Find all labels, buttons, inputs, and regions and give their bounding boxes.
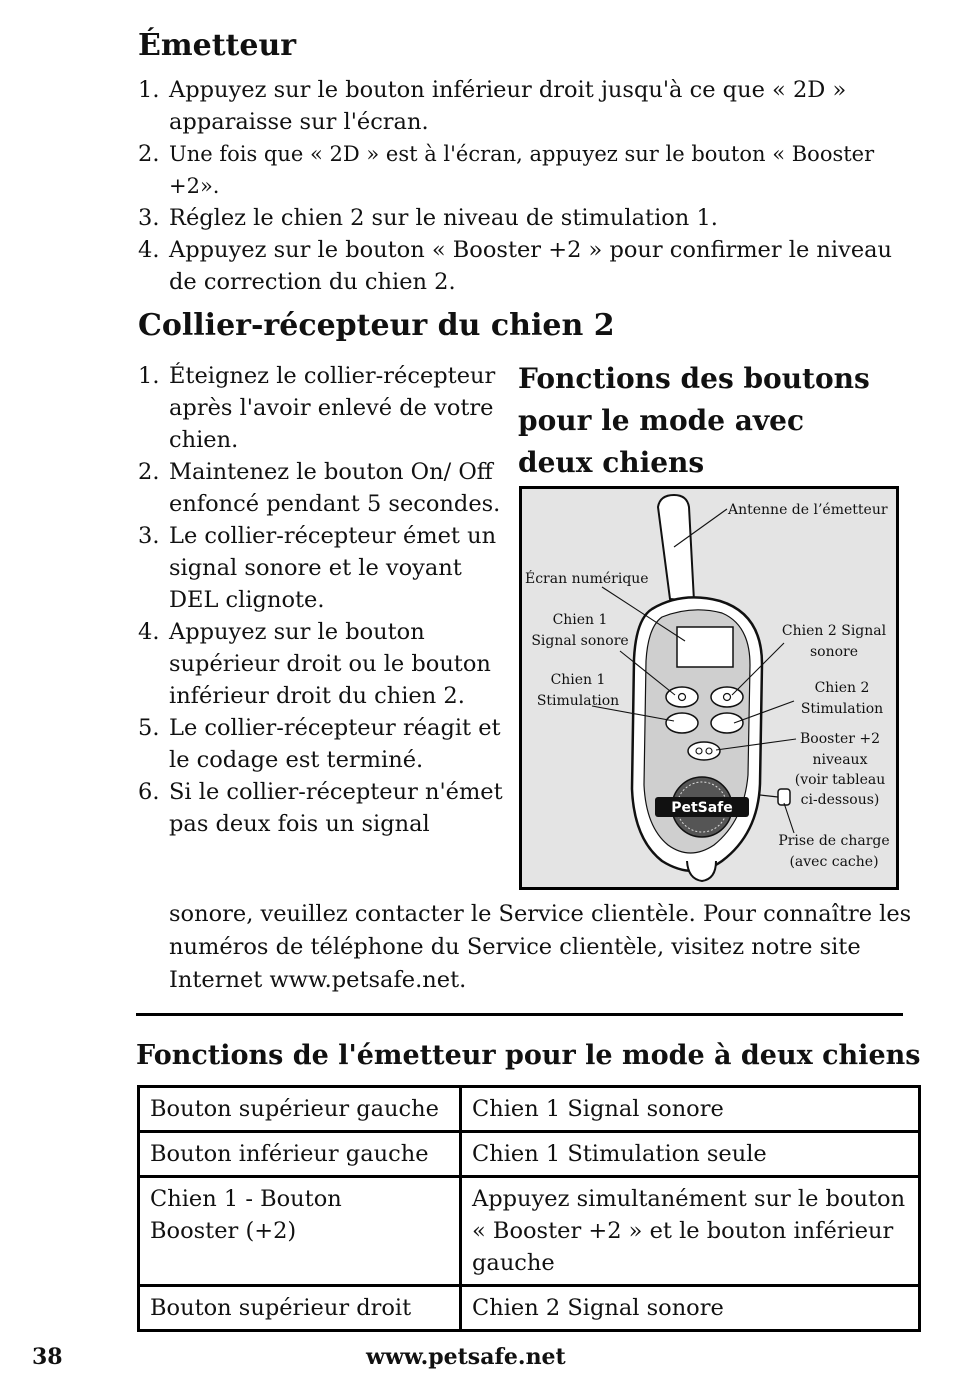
section-title-emitter: Émetteur (138, 28, 297, 63)
dog1-tone-button-icon (666, 687, 698, 707)
emitter-steps-list (138, 74, 908, 298)
transmitter-diagram (519, 486, 899, 890)
list-item: 3. Le collier-récepteur émet un signal sonore et le voyant DEL clignote. (138, 523, 497, 613)
label-booster: ci-dessous) (800, 792, 880, 808)
charge-port-icon (778, 789, 790, 805)
table-cell-function: Chien 1 Stimulation seule (461, 1132, 920, 1177)
section-divider (136, 1013, 903, 1016)
table-cell-function: Chien 1 Signal sonore (461, 1087, 920, 1132)
table-row (139, 1177, 920, 1286)
footer-url: www.petsafe.net (366, 1344, 566, 1370)
label-booster: Booster +2 (799, 731, 881, 747)
table-cell-button: Bouton inférieur gauche (139, 1132, 461, 1177)
label-antenna: Antenne de l’émetteur (728, 502, 888, 518)
button-functions-title-line: pour le mode avec (518, 404, 805, 437)
table-row (139, 1286, 920, 1331)
list-item: 2. Une fois que « 2D » est à l'écran, appuyez sur le bouton « Booster +2». (138, 141, 875, 198)
table-cell-button: Chien 1 - Bouton Booster (+2) (139, 1177, 461, 1286)
label-dog1-tone: Signal sonore (531, 633, 629, 649)
label-booster: (voir tableau (794, 772, 886, 788)
label-dog1-tone: Chien 1 (552, 612, 608, 628)
functions-table (137, 1085, 921, 1332)
page-number: 38 (32, 1344, 63, 1370)
label-booster: niveaux (812, 752, 868, 768)
section-title-collar: Collier-récepteur du chien 2 (138, 308, 615, 343)
brand-logo: PetSafe (671, 800, 733, 816)
label-dog1-stim: Stimulation (536, 693, 620, 709)
table-section-title: Fonctions de l'émetteur pour le mode à deux chiens (136, 1040, 921, 1071)
list-item: 6. Si le collier-récepteur n'émet pas deux fois un signal (138, 779, 503, 837)
label-screen: Écran numérique (525, 571, 649, 587)
label-charge-port: (avec cache) (789, 854, 879, 870)
button-functions-title-line: Fonctions des boutons (518, 362, 870, 395)
list-item: 3. Réglez le chien 2 sur le niveau de stimulation 1. (138, 205, 718, 231)
label-dog1-stim: Chien 1 (550, 672, 606, 688)
antenna-shape (658, 495, 694, 601)
list-item: 1. Appuyez sur le bouton inférieur droit jusqu'à ce que « 2D » apparaisse sur l'écran. (138, 77, 847, 135)
lanyard-loop (687, 861, 716, 881)
label-dog2-stim: Chien 2 (814, 680, 870, 696)
list-item: 4. Appuyez sur le bouton supérieur droit ou le bouton inférieur droit du chien 2. (138, 619, 491, 709)
list-item: 5. Le collier-récepteur réagit et le codage est terminé. (138, 715, 501, 773)
table-cell-button: Bouton supérieur droit (139, 1286, 461, 1331)
label-charge-port: Prise de charge (778, 833, 890, 849)
screen-icon (677, 627, 733, 667)
table-cell-button: Bouton supérieur gauche (139, 1087, 461, 1132)
label-dog2-tone: sonore (809, 644, 859, 660)
list-item: 2. Maintenez le bouton On/ Off enfoncé pendant 5 secondes. (138, 459, 501, 517)
table-row (139, 1087, 920, 1132)
table-cell-function: Appuyez simultanément sur le bouton « Booster +2 » et le bouton inférieur gauche (461, 1177, 920, 1286)
booster-button-icon (688, 742, 720, 760)
collar-step-6-continuation: sonore, veuillez contacter le Service clientèle. Pour connaître les numéros de téléphone du Service clientèle, visitez notre site Internet www.petsafe.net. (169, 901, 912, 993)
table-cell-function: Chien 2 Signal sonore (461, 1286, 920, 1331)
dog2-stim-button-icon (711, 713, 743, 733)
transmitter-illustration (522, 489, 896, 887)
list-item: 4. Appuyez sur le bouton « Booster +2 » pour confirmer le niveau de correction du chien 2. (138, 237, 893, 295)
dog2-tone-button-icon (711, 687, 743, 707)
collar-steps-list (138, 360, 510, 840)
table-row (139, 1132, 920, 1177)
dog1-stim-button-icon (666, 713, 698, 733)
label-dog2-tone: Chien 2 Signal (781, 623, 887, 639)
label-dog2-stim: Stimulation (800, 701, 884, 717)
button-functions-title-line: deux chiens (518, 446, 705, 479)
list-item: 1. Éteignez le collier-récepteur après l'avoir enlevé de votre chien. (138, 363, 496, 453)
button-functions-heading (518, 358, 918, 484)
